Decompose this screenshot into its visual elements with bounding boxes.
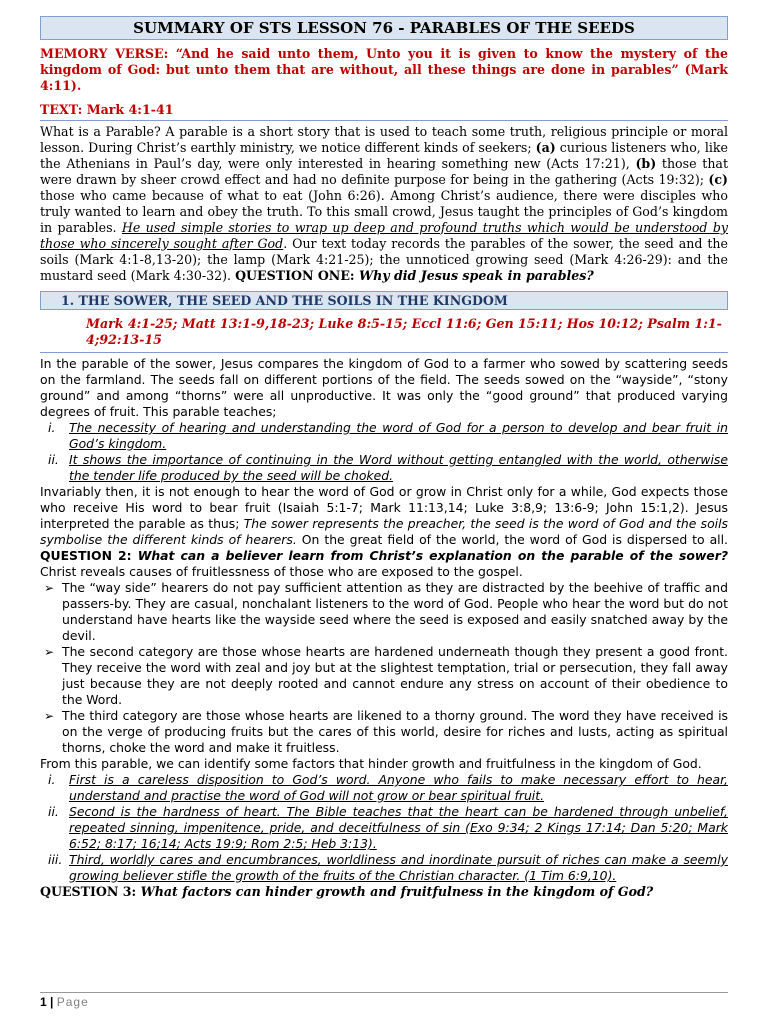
bullet-text: The second category are those whose hearts are hardened underneath though they present a good front. They receive the word with zeal and joy but at the slightest temptation, trial or persecution, they fall away just because they are not deeply rooted and cannot endure any stress on account of their obedience to the Word. xyxy=(62,644,728,707)
page-label: Page xyxy=(56,995,89,1009)
intro-marker-b: (b) xyxy=(635,156,657,171)
section-references: Mark 4:1-25; Matt 13:1-9,18-23; Luke 8:5-15; Eccl 11:6; Gen 15:11; Hos 10:12; Psalm 1:1-4;92:13-15 xyxy=(40,316,728,353)
list-item xyxy=(40,804,728,852)
hindrance-factors-list xyxy=(40,772,728,884)
section-heading: 1. THE SOWER, THE SEED AND THE SOILS IN THE KINGDOM xyxy=(40,291,728,310)
list-item xyxy=(40,580,728,644)
list-item-text: The necessity of hearing and understanding the word of God for a person to develop and bear fruit in God’s kingdom. xyxy=(69,420,728,451)
page-footer xyxy=(40,992,728,1009)
interpretation-italic: The sower represents the preacher, the seed is the word of God and the soils symbolise the different kinds of hearers. xyxy=(40,516,728,547)
arrow-bullet-icon: ➢ xyxy=(44,645,55,659)
question-three xyxy=(40,884,728,900)
list-item-text: First is a careless disposition to God’s word. Anyone who fails to make necessary effort to hear, understand and practise the word of God will not grow or bear spiritual fruit. xyxy=(69,772,728,803)
question-two-text: What can a believer learn from Christ’s explanation on the parable of the sower? xyxy=(131,548,729,563)
interpretation-text-1: Invariably then, it is not enough to hear the word of God or grow in Christ only for a while, God expects those who receive His word to bear fruit (Isaiah 5:1-7; Mark 11:13,14; Luke 3:8,9; 13:6-9; John 15:1,2). Jesus interpreted the parable as thus; xyxy=(40,484,728,531)
list-item xyxy=(40,772,728,804)
sower-paragraph: In the parable of the sower, Jesus compares the kingdom of God to a farmer who sowed by scattering seeds on the farmland. The seeds fall on different portions of the field. The seeds sowed on the “wayside”, “stony ground” and among “thorns” were all unproductive. It was only the “good ground” that produced varying degrees of fruit. This parable teaches; xyxy=(40,356,728,419)
footer-separator: | xyxy=(46,995,57,1009)
intro-text-5: . Our text today records the parables of the sower, the seed and the soils (Mark 4:1-8,13-20); the lamp (Mark 4:21-25); the unnoticed growing seed (Mark 4:26-29): and the mustard seed (Mark 4:30-32). xyxy=(40,236,728,283)
arrow-bullet-icon: ➢ xyxy=(44,709,55,723)
page-number: 1 xyxy=(40,995,47,1009)
intro-marker-a: (a) xyxy=(535,140,556,155)
list-item-number: ii. xyxy=(48,452,59,467)
list-item xyxy=(40,452,728,484)
intro-paragraph xyxy=(40,124,728,284)
list-item-text: Third, worldly cares and encumbrances, worldliness and inordinate pursuit of riches can make a seemly growing believer stifle the growth of the fruits of the Christian character. (1 Tim 6:9,10). xyxy=(69,852,728,883)
bullet-text: The third category are those whose hearts are likened to a thorny ground. The word they have received is on the verge of producing fruits but the cares of this world, desire for riches and lusts, acting as spiritual thorns, choke the word and make it fruitless. xyxy=(62,708,728,755)
intro-text-2: curious listeners who, like the Athenians in Paul’s day, were only interested in hearing something new (Acts 17:21), xyxy=(40,140,729,171)
question-three-label: QUESTION 3: xyxy=(40,884,137,899)
arrow-bullet-icon: ➢ xyxy=(44,581,55,595)
list-item xyxy=(40,852,728,884)
page-content xyxy=(40,16,728,900)
intro-text-4: those who came because of what to eat (John 6:26). Among Christ’s audience, there were disciples who truly wanted to learn and obey the truth. To this small crowd, Jesus taught the principles of God’s kingdom in parables. xyxy=(40,188,728,235)
memory-verse: MEMORY VERSE: “And he said unto them, Unto you it is given to know the mystery of the kingdom of God: but unto them that are without, all these things are done in parables” (Mark 4:11). xyxy=(40,46,728,93)
list-item xyxy=(40,420,728,452)
question-two-label: QUESTION 2: xyxy=(40,548,132,563)
intro-underlined-text: He used simple stories to wrap up deep and profound truths which would be understood by those who sincerely sought after God xyxy=(40,220,728,251)
list-item-text: Second is the hardness of heart. The Bible teaches that the heart can be hardened through unbelief, repeated sinning, impenitence, pride, and deceitfulness of sin (Exo 9:34; 2 Kings 17:14; Dan 5:20; Mark 6:52; 8:17; 16;14; Acts 19:9; Rom 2:5; Heb 3:13). xyxy=(69,804,728,851)
text-reference: TEXT: Mark 4:1-41 xyxy=(40,102,728,121)
intro-text-1: What is a Parable? A parable is a short story that is used to teach some truth, religious principle or moral lesson. During Christ’s earthly ministry, we notice different kinds of seekers; xyxy=(40,124,728,155)
interpretation-paragraph xyxy=(40,484,728,580)
list-item xyxy=(40,708,728,756)
list-item-number: i. xyxy=(48,772,56,787)
interpretation-text-2: On the great field of the world, the word of God is dispersed to all. xyxy=(296,532,728,547)
interpretation-text-3: Christ reveals causes of fruitlessness of those who are exposed to the gospel. xyxy=(40,564,523,579)
factors-intro-paragraph: From this parable, we can identify some factors that hinder growth and fruitfulness in the kingdom of God. xyxy=(40,756,702,771)
intro-marker-c: (c) xyxy=(708,172,728,187)
list-item-number: i. xyxy=(48,420,56,435)
list-item-number: iii. xyxy=(48,852,63,867)
parable-teachings-list xyxy=(40,420,728,484)
bullet-text: The “way side” hearers do not pay sufficient attention as they are distracted by the beehive of traffic and passers-by. They are casual, nonchalant listeners to the word of God. People who hear the word but do not understand have hearts like the wayside seed where the seed is exposed and easily snatched away by the devil. xyxy=(62,580,728,643)
list-item xyxy=(40,644,728,708)
intro-text-3: those that were drawn by sheer crowd effect and had no definite purpose for being in the gathering (Acts 19:32); xyxy=(40,156,729,187)
hearers-bullet-list xyxy=(40,580,728,756)
question-three-text: What factors can hinder growth and fruitfulness in the kingdom of God? xyxy=(136,884,654,899)
question-one-label: QUESTION ONE: xyxy=(235,268,355,283)
question-one-text: Why did Jesus speak in parables? xyxy=(354,268,594,283)
list-item-number: ii. xyxy=(48,804,59,819)
list-item-text: It shows the importance of continuing in the Word without getting entangled with the world, otherwise the tender life produced by the seed will be choked. xyxy=(69,452,728,483)
page-title: SUMMARY OF STS LESSON 76 - PARABLES OF THE SEEDS xyxy=(40,16,728,40)
